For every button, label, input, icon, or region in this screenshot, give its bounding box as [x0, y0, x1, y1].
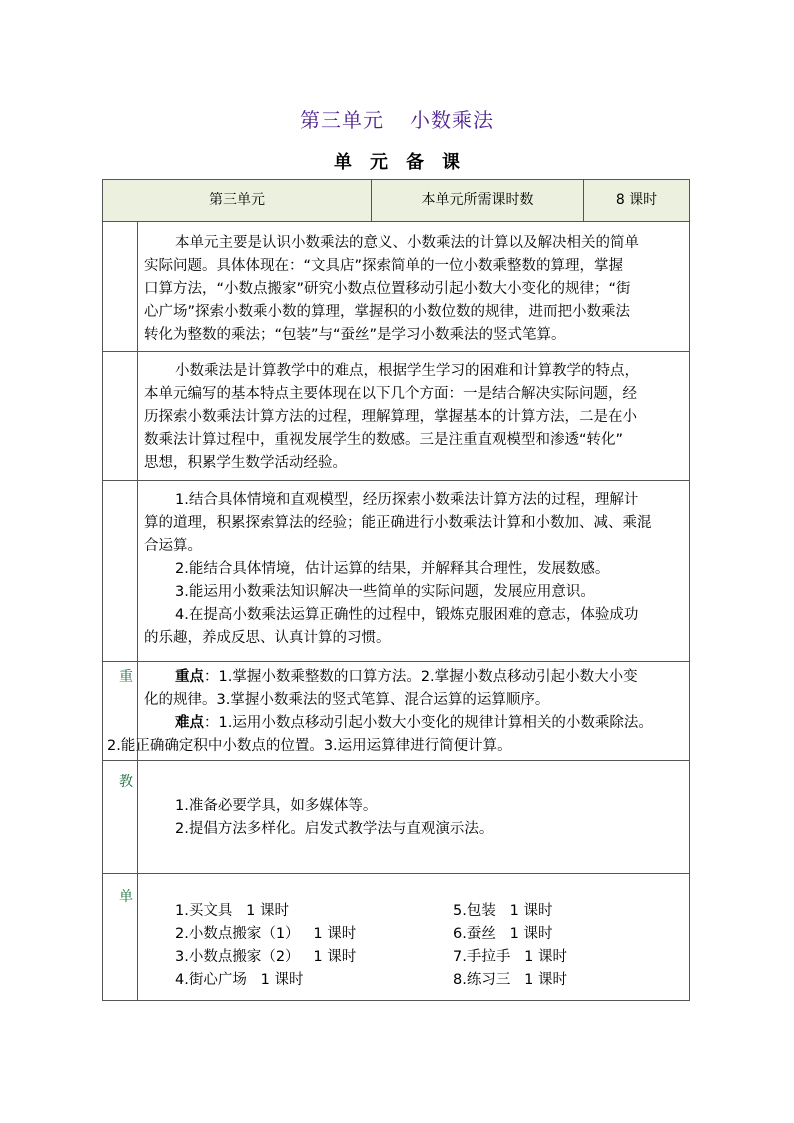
- list-item: 8.练习三 1 课时: [453, 972, 567, 988]
- list-item: 7.手拉手 1 课时: [453, 949, 567, 965]
- list-item: 2.小数点搬家（1） 1 课时: [175, 926, 357, 942]
- key-points-text: 重点：1.掌握小数乘整数的口算方法。2.掌握小数点移动引起小数大小变 化的规律。3.掌握小数乘法的竖式笔算、混合运算的运算顺序。 难点：1.运用小数点移动引起小数大小变化的规律计算相关的小数乘除法。 2.能正确确定积中小数点的位置。3.运用运算律进行简便计算。: [107, 669, 653, 754]
- list-item: 6.蚕丝 1 课时: [453, 926, 553, 942]
- content-text: 本单元主要是认识小数乘法的意义、小数乘法的计算以及解决相关的简单 实际问题。具体体现在：“文具店”探索简单的一位小数乘整数的算理，掌握 口算方法，“小数点搬家”研究小数点位置移动引起小数大小变化的规律；“街 心广场”探索小数乘小数的算理，掌握积的小数位数的规律，进而把小数乘法 转化为整数的乘法；“包装”与“蚕丝”是学习小数乘法的竖式笔算。: [144, 235, 639, 343]
- list-item: 4.街心广场 1 课时: [175, 972, 304, 988]
- lesson-plan-table: [102, 179, 690, 1001]
- goals-text: 1.结合具体情境和直观模型，经历探索小数乘法计算方法的过程，理解计 算的道理，积累探索算法的经验；能正确进行小数乘法计算和小数加、减、乘混 合运算。 2.能结合具体情境，估计运算的结果，并解释其合理性，发展数感。 3.能运用小数乘法知识解决一些简单的实际问题，发展应用意识。 4.在提高小数乘法运算正确性的过程中，锻炼克服困难的意志，体验成功 的乐趣，养成反思、认真计算的习惯。: [144, 492, 652, 646]
- title-topic: 小数乘法: [410, 108, 494, 132]
- label-key-points: 重: [119, 669, 133, 685]
- page-title: [0, 104, 794, 133]
- schedule-left-list: [175, 900, 356, 992]
- features-text: 小数乘法是计算教学中的难点，根据学生学习的困难和计算教学的特点， 本单元编写的基本特点主要体现在以下几个方面：一是结合解决实际问题，经 历探索小数乘法计算方法的过程，理解算理，掌握基本的计算方法，二是在小 数乘法计算过程中，重视发展学生的数感。三是注重直观模型和渗透“转化” 思想，积累学生数学活动经验。: [144, 363, 639, 471]
- row-goals: [103, 481, 689, 662]
- row-content: [103, 222, 689, 352]
- label-schedule: 单: [119, 889, 133, 905]
- page-subtitle: 单元备课: [334, 152, 478, 173]
- list-item: 5.包装 1 课时: [453, 903, 553, 919]
- title-unit: 第三单元: [300, 108, 384, 132]
- label-teaching: 教: [119, 774, 133, 790]
- header-hours-value: 8 课时: [615, 192, 658, 208]
- list-item: 1.买文具 1 课时: [175, 903, 289, 919]
- header-unit: 第三单元: [209, 192, 265, 208]
- teaching-text: 1.准备必要学具，如多媒体等。 2.提倡方法多样化。启发式教学法与直观演示法。: [175, 798, 494, 837]
- schedule-right-list: [453, 900, 567, 992]
- list-item: 3.小数点搬家（2） 1 课时: [175, 949, 357, 965]
- row-schedule: [103, 874, 689, 1000]
- row-key-points: [103, 662, 689, 761]
- row-features: [103, 352, 689, 481]
- header-hours-label: 本单元所需课时数: [421, 192, 534, 208]
- table-header: [103, 180, 689, 222]
- row-teaching: [103, 761, 689, 874]
